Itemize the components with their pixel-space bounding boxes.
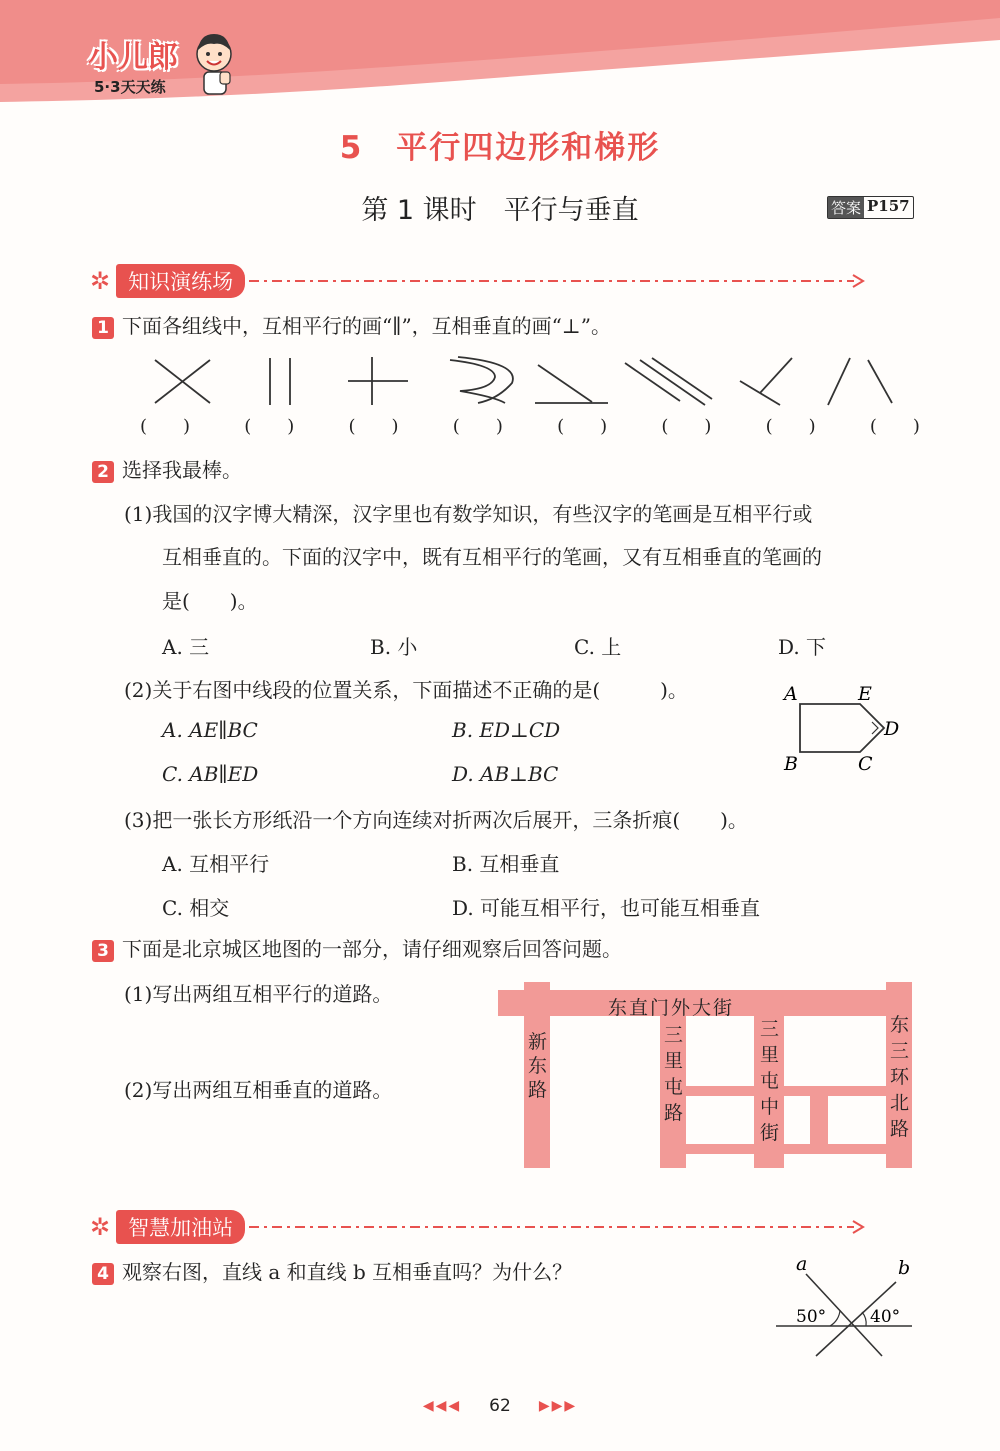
q1-blank-5[interactable]: ( ) (557, 416, 608, 437)
q2-part3-option-a[interactable]: A. 互相平行 (162, 852, 270, 876)
line-group-3 (348, 357, 408, 405)
section-dash-line-1 (249, 271, 869, 291)
question-2-text: 选择我最棒。 (122, 458, 242, 482)
question-1-text: 下面各组线中，互相平行的画“∥”，互相垂直的画“⊥”。 (122, 314, 611, 338)
question-4-text: 观察右图，直线 a 和直线 b 互相垂直吗？为什么？ (122, 1260, 573, 1284)
chapter-title: 5 平行四边形和梯形 (339, 130, 661, 166)
prev-arrows-icon: ◀◀◀ (422, 1398, 462, 1414)
q2-part3-text: (3)把一张长方形纸沿一个方向连续对折两次后展开，三条折痕( )。 (124, 808, 748, 832)
mascot-icon (192, 28, 238, 98)
q1-blank-1[interactable]: ( ) (140, 416, 191, 437)
q2-part3-option-d[interactable]: D. 可能互相平行，也可能互相垂直 (452, 896, 761, 920)
q2-part1-option-b[interactable]: B. 小 (370, 635, 418, 659)
footer (0, 1396, 1000, 1416)
q2-part1-option-d[interactable]: D. 下 (778, 635, 827, 659)
angle-40-label: 40° (870, 1307, 901, 1327)
brand-title: 小儿郎 (88, 40, 178, 75)
q2-part1-line1: (1)我国的汉字博大精深，汉字里也有数学知识，有些汉字的笔画是互相平行或 (124, 502, 813, 526)
fig-label-d: D (884, 718, 900, 740)
label-east-third-ring-road: 东三环北路 (890, 1014, 910, 1140)
question-3-text: 下面是北京城区地图的一部分，请仔细观察后回答问题。 (122, 937, 622, 961)
road-cross-bottom (684, 1144, 888, 1154)
intersecting-lines-figure (770, 1252, 920, 1362)
q2-part2-option-a[interactable]: A. AE∥BC (162, 718, 258, 742)
q3-part1-text: (1)写出两组互相平行的道路。 (124, 982, 393, 1006)
section-dash-line-2 (249, 1217, 869, 1237)
question-number-4: 4 (92, 1263, 114, 1285)
line-group-8 (828, 358, 892, 405)
label-sanlitun-zhong-street: 三里屯中街 (760, 1018, 780, 1144)
label-xindong-road: 新东路 (528, 1031, 548, 1101)
question-number-1: 1 (92, 317, 114, 339)
answer-page: P157 (867, 197, 910, 215)
next-arrows-icon: ▶▶▶ (538, 1398, 578, 1414)
fig-label-a: A (784, 683, 798, 705)
runner-icon: ✲ (90, 267, 111, 295)
line-group-7 (740, 358, 792, 405)
line-groups-figure (140, 355, 920, 410)
q1-blank-8[interactable]: ( ) (869, 416, 920, 437)
q2-part1-line2: 互相垂直的。下面的汉字中，既有互相平行的笔画，又有互相垂直的笔画的 (162, 545, 822, 569)
line-b-label: b (898, 1257, 911, 1279)
q2-part2-option-c[interactable]: C. AB∥ED (162, 762, 259, 786)
question-2 (92, 456, 242, 484)
page-number: 62 (489, 1396, 511, 1416)
q2-part2-option-b[interactable]: B. ED⊥CD (452, 718, 561, 742)
line-group-6 (625, 358, 712, 405)
q2-part3-option-c[interactable]: C. 相交 (162, 896, 230, 920)
line-group-1 (155, 360, 210, 403)
section-title-1: 知识演练场 (116, 264, 245, 298)
q2-part1-option-c[interactable]: C. 上 (574, 635, 622, 659)
question-1 (92, 312, 611, 340)
q2-part1-option-a[interactable]: A. 三 (162, 635, 210, 659)
q1-blank-3[interactable]: ( ) (348, 416, 399, 437)
q1-blank-6[interactable]: ( ) (661, 416, 712, 437)
question-3 (92, 935, 622, 963)
q1-blank-2[interactable]: ( ) (244, 416, 295, 437)
answer-badge[interactable] (827, 196, 914, 219)
lesson-title: 第 1 课时 平行与垂直 (361, 195, 639, 226)
line-a-label: a (796, 1253, 808, 1275)
line-group-4 (450, 357, 513, 403)
question-number-3: 3 (92, 940, 114, 962)
fig-label-e: E (858, 683, 872, 705)
q2-part2-option-d[interactable]: D. AB⊥BC (452, 762, 559, 786)
brand-subtitle: 5·3天天练 (94, 78, 166, 96)
q1-blank-4[interactable]: ( ) (452, 416, 503, 437)
section-header-1 (90, 264, 920, 298)
q2-part2-text: (2)关于右图中线段的位置关系，下面描述不正确的是( )。 (124, 678, 688, 702)
question-number-2: 2 (92, 461, 114, 483)
q1-answer-blanks (140, 412, 920, 438)
runner-icon: ✲ (90, 1213, 111, 1241)
label-sanlitun-road: 三里屯路 (664, 1024, 684, 1124)
answer-label: 答案 (828, 197, 864, 218)
q1-blank-7[interactable]: ( ) (765, 416, 816, 437)
label-top-road: 东直门外大街 (608, 997, 735, 1019)
fig-label-b: B (784, 753, 798, 775)
section-header-2 (90, 1210, 920, 1244)
line-group-5 (535, 365, 608, 403)
q2-part3-option-b[interactable]: B. 互相垂直 (452, 852, 560, 876)
angle-50-label: 50° (796, 1307, 827, 1327)
road-cross-mid (684, 1086, 888, 1096)
pentagon-figure (778, 678, 908, 778)
road-small-vertical (810, 1092, 828, 1148)
question-4 (92, 1258, 572, 1286)
beijing-map (498, 982, 912, 1170)
section-title-2: 智慧加油站 (116, 1210, 245, 1244)
q2-part1-line3: 是( )。 (162, 589, 258, 613)
line-group-2 (270, 358, 290, 405)
q3-part2-text: (2)写出两组互相垂直的道路。 (124, 1078, 393, 1102)
fig-label-c: C (858, 753, 873, 775)
